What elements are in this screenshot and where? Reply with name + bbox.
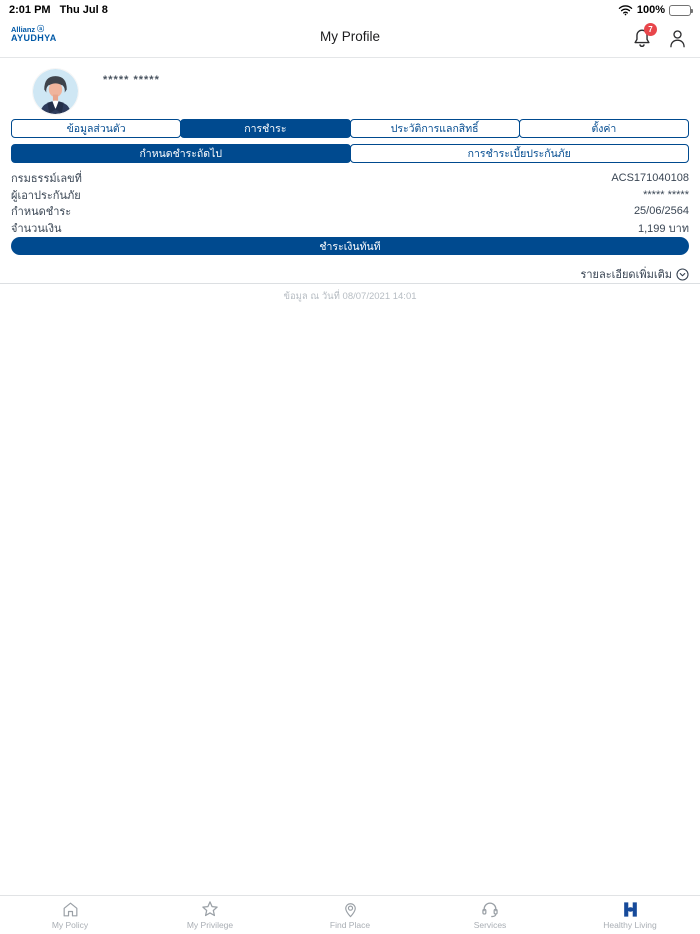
nav-label: Healthy Living <box>603 920 657 930</box>
profile-strip <box>0 58 700 118</box>
tab-personal-info[interactable]: ข้อมูลส่วนตัว <box>11 119 181 138</box>
allianz-eagle-icon: ⓐ <box>37 26 45 34</box>
status-time: 2:01 PM <box>9 4 51 16</box>
field-value: ***** ***** <box>643 188 689 201</box>
field-label: ผู้เอาประกันภัย <box>11 189 81 202</box>
headset-icon <box>480 899 500 919</box>
status-bar <box>0 0 700 20</box>
payment-fields <box>11 170 689 236</box>
nav-healthy-living[interactable] <box>560 896 700 934</box>
battery-icon <box>669 5 691 16</box>
field-label: กำหนดชำระ <box>11 206 72 219</box>
subtab-next-payment-due[interactable]: กำหนดชำระถัดไป <box>11 144 351 163</box>
nav-find-place[interactable] <box>280 896 420 934</box>
field-value: 25/06/2564 <box>633 205 689 218</box>
nav-label: My Privilege <box>186 920 234 930</box>
more-details-link[interactable] <box>580 265 689 283</box>
field-value: ACS171040108 <box>611 172 689 185</box>
nav-my-privilege[interactable] <box>140 896 280 934</box>
nav-my-policy[interactable] <box>0 896 140 934</box>
account-button[interactable] <box>667 26 688 50</box>
field-amount <box>11 220 689 237</box>
status-date: Thu Jul 8 <box>59 4 108 16</box>
tab-settings[interactable]: ตั้งค่า <box>519 119 689 138</box>
payment-subtabs <box>11 144 689 163</box>
nav-label: My Policy <box>51 920 89 930</box>
data-as-of-text: ข้อมูล ณ วันที่ 08/07/2021 14:01 <box>283 291 417 302</box>
field-value: 1,199 บาท <box>638 222 689 235</box>
brand-name: Allianz <box>11 25 36 34</box>
profile-name: ***** ***** <box>103 74 160 86</box>
field-insured-name <box>11 187 689 204</box>
section-divider <box>0 283 700 284</box>
star-icon <box>200 899 220 919</box>
battery-percent: 100% <box>636 4 665 16</box>
bottom-nav <box>0 895 700 934</box>
h-logo-icon <box>620 899 640 919</box>
more-details-label: รายละเอียดเพิ่มเติม <box>580 269 672 281</box>
home-icon <box>60 899 80 919</box>
chevron-down-circle-icon <box>676 268 689 281</box>
tab-payment[interactable]: การชำระ <box>180 119 350 138</box>
nav-services[interactable] <box>420 896 560 934</box>
pay-now-button[interactable]: ชำระเงินทันที <box>11 237 689 255</box>
brand-subname: AYUDHYA <box>11 32 57 43</box>
subtab-premium-payment[interactable]: การชำระเบี้ยประกันภัย <box>350 144 690 163</box>
field-label: กรมธรรม์เลขที่ <box>11 173 82 186</box>
tab-redemption-history[interactable]: ประวัติการแลกสิทธิ์ <box>350 119 520 138</box>
person-icon <box>667 26 688 50</box>
notifications-button[interactable] <box>631 26 653 50</box>
profile-tabs <box>11 119 689 138</box>
app-header <box>0 20 700 58</box>
page-title: My Profile <box>319 29 380 44</box>
wifi-icon <box>618 4 633 16</box>
map-pin-icon <box>340 899 360 919</box>
avatar[interactable] <box>33 69 78 114</box>
field-label: จำนวนเงิน <box>11 222 62 235</box>
field-due-date <box>11 203 689 220</box>
field-policy-number <box>11 170 689 187</box>
nav-label: Services <box>473 920 507 930</box>
notification-badge: 7 <box>644 23 657 36</box>
nav-label: Find Place <box>329 920 371 930</box>
